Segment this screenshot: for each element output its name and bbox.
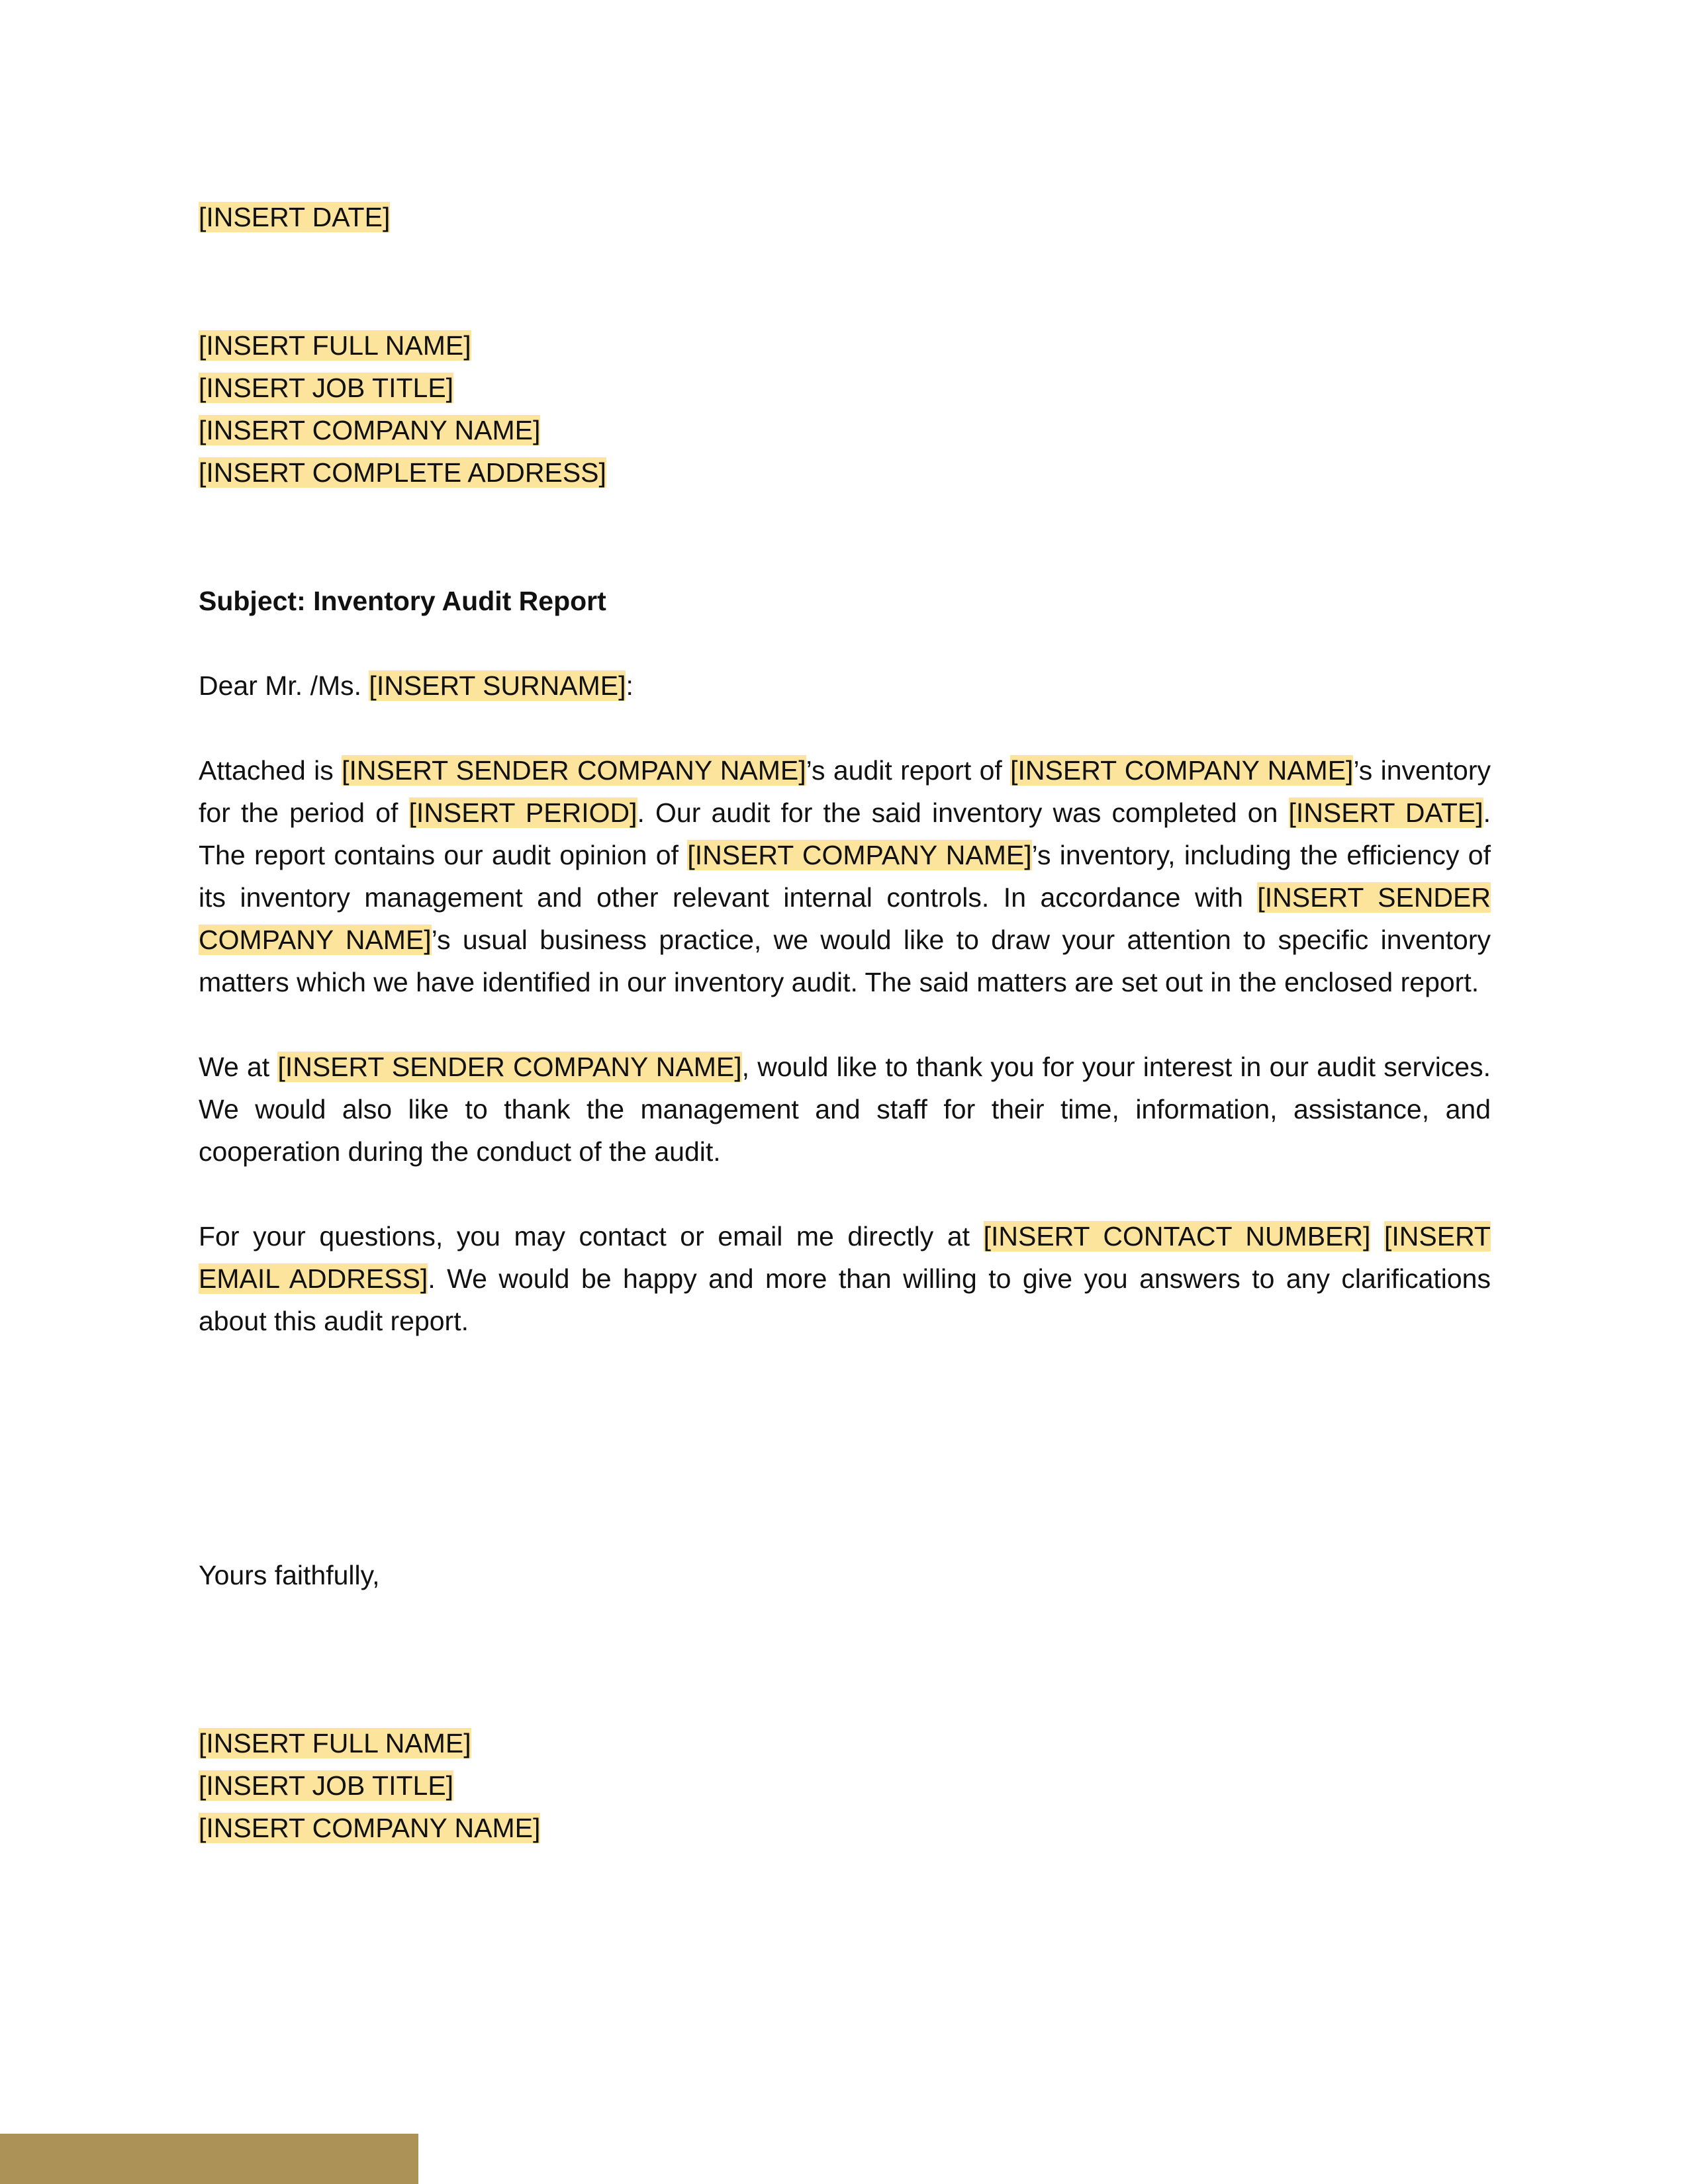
footer-accent-bar [0,2134,418,2184]
para1-text-4: . Our audit for the said inventory was completed on [637,797,1289,828]
para2-text-2: , would like to thank you for your interest in our audit services. We would also like to thank the management and staff for their time, information, assistance, and cooperation during the conduct of the audit. [199,1052,1491,1167]
salutation-prefix: Dear Mr. /Ms. [199,670,369,701]
date-block [199,196,1491,238]
period-placeholder: [INSERT PERIOD] [408,797,637,828]
sender-company-placeholder: [INSERT SENDER COMPANY NAME] [342,755,806,786]
para1-text-3: ’s inventory for the period of [199,755,1491,828]
contact-number-placeholder: [INSERT CONTACT NUMBER] [983,1221,1371,1251]
surname-placeholder: [INSERT SURNAME] [369,670,626,701]
para1-text-6: ’s inventory, including the efficiency of its inventory management and other relevant internal controls. In accordance with [199,840,1491,913]
para1-text-5: . The report contains our audit opinion of [199,797,1491,870]
sender-company-placeholder-2: [INSERT SENDER COMPANY NAME] [199,882,1491,955]
sender-company-placeholder-3: [INSERT SENDER COMPANY NAME] [277,1052,742,1082]
email-address-placeholder: [INSERT EMAIL ADDRESS] [199,1221,1491,1294]
salutation-suffix: : [626,670,633,701]
recipient-full-name: [INSERT FULL NAME] [199,330,471,361]
paragraph-thanks [199,1046,1491,1173]
letter-body [199,196,1491,1849]
recipient-job-title: [INSERT JOB TITLE] [199,373,454,403]
para3-text-1: For your questions, you may contact or email me directly at [199,1221,984,1251]
salutation [199,664,1491,707]
para3-text-2 [1370,1221,1384,1251]
completion-date-placeholder: [INSERT DATE] [1288,797,1483,828]
para1-text-1: Attached is [199,755,342,786]
closing-line: Yours faithfully, [199,1560,380,1590]
signature-company-name: [INSERT COMPANY NAME] [199,1813,541,1843]
recipient-complete-address: [INSERT COMPLETE ADDRESS] [199,457,606,488]
recipient-block [199,324,1491,494]
para1-text-2: ’s audit report of [806,755,1011,786]
para3-text-3: . We would be happy and more than willing to give you answers to any clarifications about this audit report. [199,1263,1491,1336]
paragraph-report-attached [199,749,1491,1003]
recipient-company-name: [INSERT COMPANY NAME] [199,415,541,445]
para2-text-1: We at [199,1052,278,1082]
para1-text-7: ’s usual business practice, we would like to draw your attention to specific inventory matters which we have identified in our inventory audit. The said matters are set out in the enclosed report. [199,925,1491,997]
company-placeholder: [INSERT COMPANY NAME] [1010,755,1354,786]
date-placeholder: [INSERT DATE] [199,202,391,232]
subject-line: Subject: Inventory Audit Report [199,586,606,616]
signature-job-title: [INSERT JOB TITLE] [199,1770,454,1801]
paragraph-contact [199,1215,1491,1342]
signature-block [199,1722,1491,1849]
company-placeholder-2: [INSERT COMPANY NAME] [687,840,1032,870]
signature-full-name: [INSERT FULL NAME] [199,1728,471,1758]
